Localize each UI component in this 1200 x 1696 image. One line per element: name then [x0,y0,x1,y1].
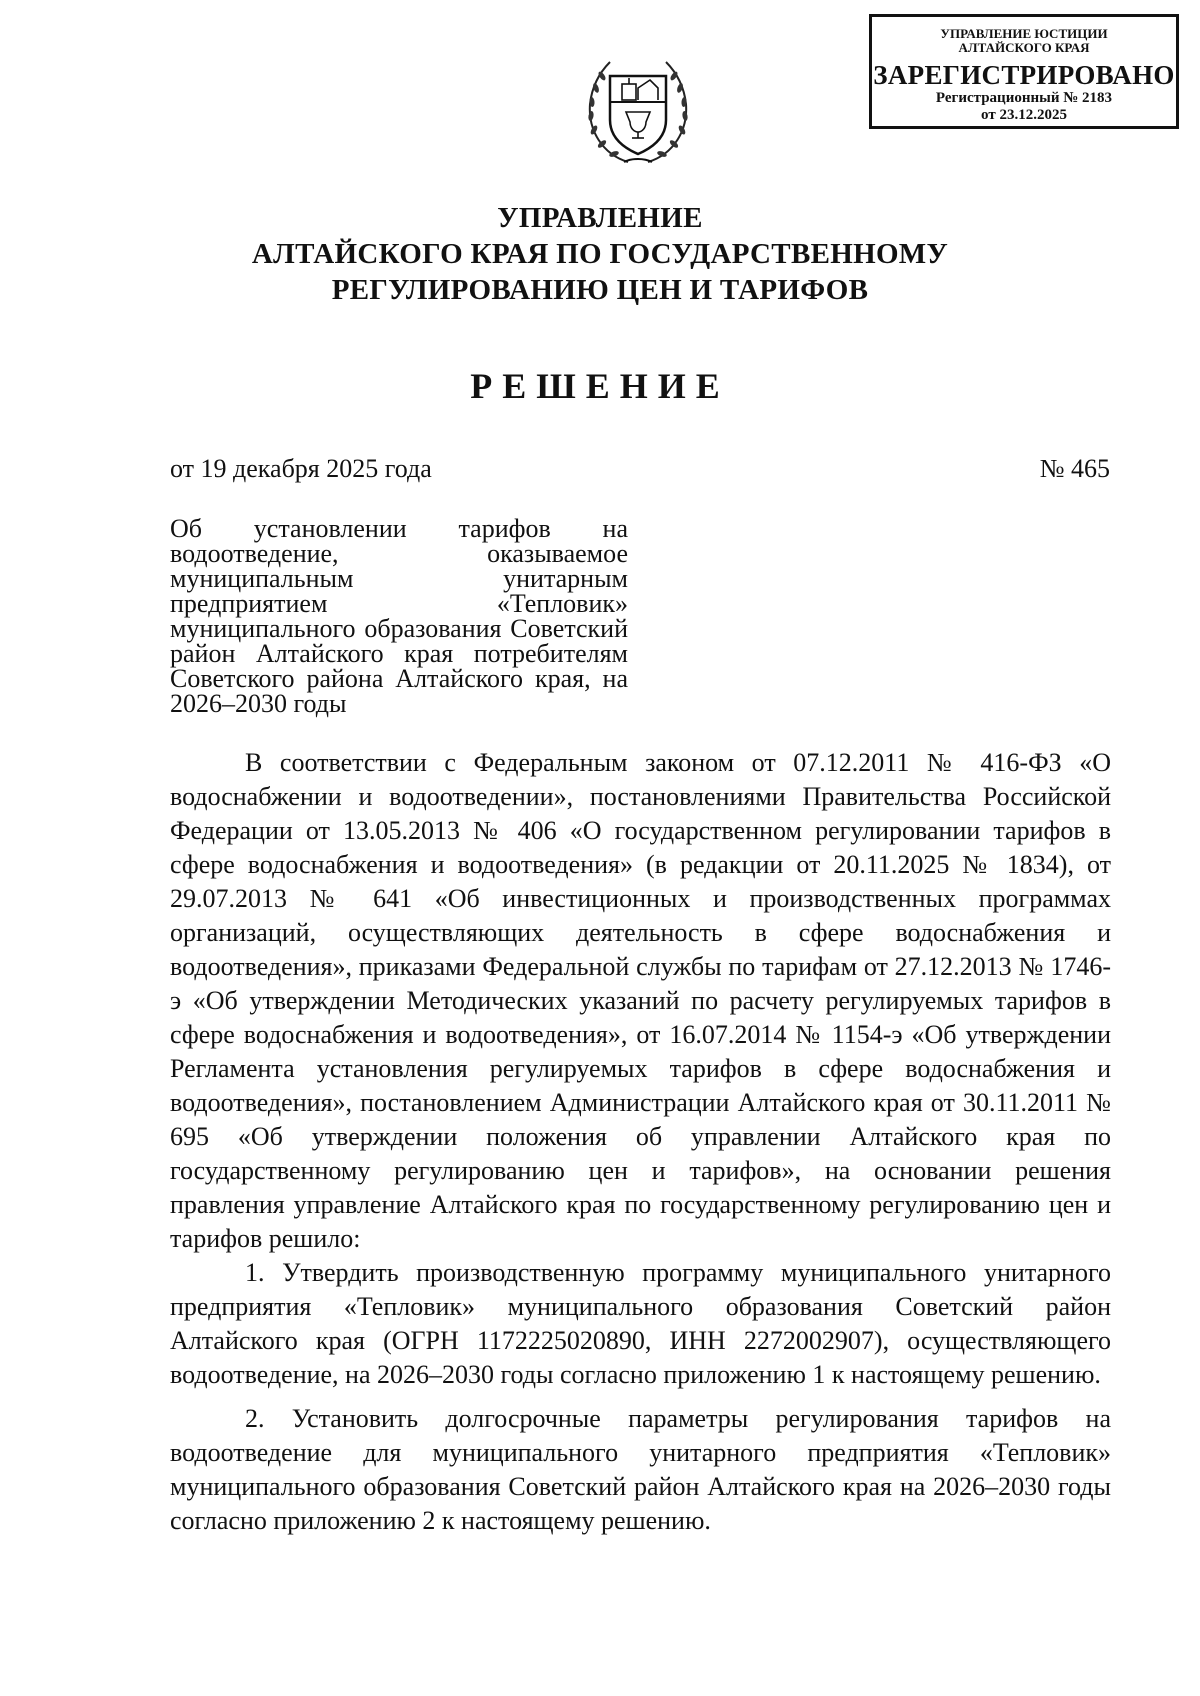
stamp-status: ЗАРЕГИСТРИРОВАНО [873,59,1175,90]
authority-line: УПРАВЛЕНИЕ [497,202,703,234]
stamp-reg-number: Регистрационный № 2183 [935,90,1113,107]
clause-1-paragraph: 1. Утвердить производственную программу муниципального унитарного предприятия «Тепловик» муниципального образования Советский район Алтайского края (ОГРН 1172225020890, ИНН 2272002907), осуществляющего водоотведение, на 2026–2030 годы согласно приложению 1 к настоящему решению. [170,1258,1111,1389]
stamp-reg-date: от 23.12.2025 [981,106,1067,123]
authority-line: РЕГУЛИРОВАНИЮ ЦЕН И ТАРИФОВ [331,274,869,306]
clause-2-paragraph: 2. Установить долгосрочные параметры регулирования тарифов на водоотведение для муниципального унитарного предприятия «Тепловик» муниципального образования Советский район Алтайского края на 2026–2030 годы согласно приложению 2 к настоящему решению. [170,1404,1111,1535]
authority-name [0,200,1200,308]
authority-line: АЛТАЙСКОГО КРАЯ ПО ГОСУДАРСТВЕННОМУ [251,238,949,270]
stamp-org-line2: АЛТАЙСКОГО КРАЯ [958,40,1090,56]
decision-subject: Об установлении тарифов на водоотведение, оказываемое муниципальным унитарным предприятием «Тепловик» муниципального образования Советский район Алтайского края потребителям Советского района Алтайского края, на 2026–2030 годы [170,514,628,718]
document-type-title: РЕШЕНИЕ [470,366,730,406]
decision-body [170,746,1111,1548]
decision-number: № 465 [1039,454,1110,483]
registration-stamp [869,14,1179,129]
stamp-org-line1: УПРАВЛЕНИЕ ЮСТИЦИИ [940,26,1108,41]
preamble-paragraph: В соответствии с Федеральным законом от 07.12.2011 № 416-ФЗ «О водоснабжении и водоотведении», постановлениями Правительства Российской Федерации от 13.05.2013 № 406 «О государственном регулировании тарифов в сфере водоснабжения и водоотведения» (в редакции от 20.11.2025 № 1834), от 29.07.2013 № 641 «Об инвестиционных и производственных программах организаций, осуществляющих деятельность в сфере водоснабжения и водоотведения», приказами Федеральной службы по тарифам от 27.12.2013 № 1746-э «Об утверждении Методических указаний по расчету регулируемых тарифов в сфере водоснабжения и водоотведения», от 16.07.2014 № 1154-э «Об утверждении Регламента установления регулируемых тарифов в сфере водоснабжения и водоотведения», постановлением Администрации Алтайского края от 30.11.2011 № 695 «Об утверждении положения об управлении Алтайского края по государственному регулированию цен и тарифов», на основании решения правления управление Алтайского края по государственному регулированию цен и тарифов решило: [170,748,1111,1253]
coat-of-arms-icon [580,50,696,170]
decision-date: от 19 декабря 2025 года [170,454,432,483]
